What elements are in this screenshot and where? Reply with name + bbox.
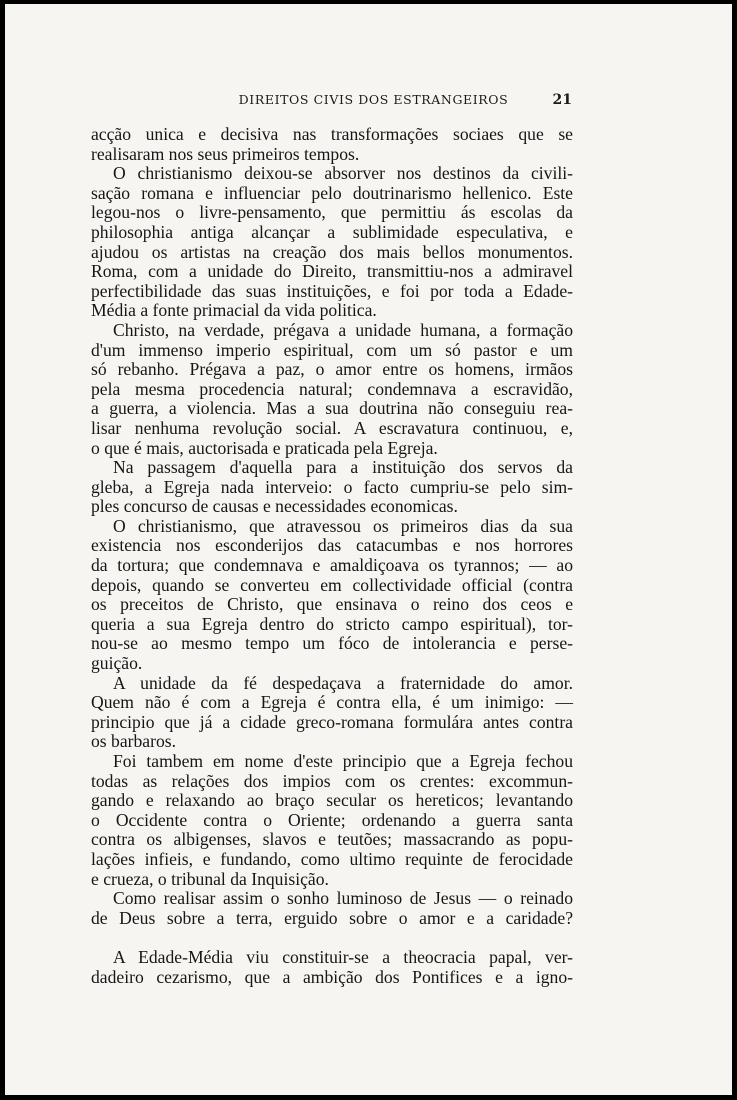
text-line: os barbaros. <box>91 731 177 752</box>
text-line: depois, quando se converteu em collectividade official (contra <box>91 574 573 595</box>
text-line: contra os albigenses, slavos e teutões; massacrando as popu- <box>91 829 573 850</box>
text-line: de Deus sobre a terra, erguido sobre o amor e a caridade? <box>91 907 573 928</box>
text-line: principio que já a cidade greco-romana formulára antes contra <box>91 711 573 732</box>
running-title: DIREITOS CIVIS DOS ESTRANGEIROS <box>238 92 509 107</box>
text-line: legou-nos o livre-pensamento, que permittiu ás escolas da <box>91 202 573 223</box>
text-line: lações infieis, e fundando, como ultimo requinte de ferocidade <box>91 848 573 869</box>
text-line: philosophia antiga alcançar a sublimidade especulativa, e <box>91 221 573 242</box>
text-line: queria a sua Egreja dentro do stricto campo espiritual), tor- <box>91 613 573 634</box>
text-line: da tortura; que condemnava e amaldiçoava os tyrannos; — ao <box>91 555 573 576</box>
text-line: guição. <box>91 653 143 674</box>
text-line: dadeiro cezarismo, que a ambição dos Pontifices e a igno- <box>91 966 573 987</box>
text-line: O christianismo, que atravessou os primeiros dias da sua <box>113 515 573 536</box>
text-line: gando e relaxando ao braço secular os hereticos; levantando <box>91 790 573 811</box>
text-line: A Edade-Média viu constituir-se a theocracia papal, ver- <box>113 947 573 968</box>
text-line: a guerra, a violencia. Mas a sua doutrina não conseguiu rea- <box>91 398 573 419</box>
text-line: os preceitos de Christo, que ensinava o reino dos ceos e <box>91 594 573 615</box>
text-line: sação romana e influenciar pelo doutrinarismo hellenico. Este <box>91 182 573 203</box>
text-line: d'um immenso imperio espiritual, com um só pastor e um <box>91 339 573 360</box>
body-text <box>91 125 573 988</box>
text-line: e crueza, o tribunal da Inquisição. <box>91 868 329 889</box>
text-line: acção unica e decisiva nas transformações sociaes que se <box>91 124 573 144</box>
text-line: O christianismo deixou-se absorver nos destinos da civili- <box>113 163 573 184</box>
text-line: existencia nos esconderijos das catacumbas e nos horrores <box>91 535 573 556</box>
running-header <box>5 90 732 110</box>
text-line: Christo, na verdade, prégava a unidade humana, a formação <box>113 319 573 340</box>
page-number: 21 <box>552 92 572 108</box>
text-line: o que é mais, auctorisada e praticada pela Egreja. <box>91 437 438 458</box>
text-line: todas as relações dos impios com os crentes: excommun- <box>91 770 573 791</box>
text-line: perfectibilidade das suas instituições, e foi por toda a Edade- <box>91 280 573 301</box>
text-line: ajudou os artistas na creação dos mais bellos monumentos. <box>91 241 573 262</box>
text-line: ples concurso de causas e necessidades economicas. <box>91 496 458 517</box>
text-line: Quem não é com a Egreja é contra ella, é um inimigo: — <box>91 692 573 713</box>
page <box>5 4 732 1095</box>
text-line: Média a fonte primacial da vida politica. <box>91 300 377 321</box>
text-line: lisar nenhuma revolução social. A escravatura continuou, e, <box>91 417 573 438</box>
text-line: nou-se ao mesmo tempo um fóco de intolerancia e perse- <box>91 633 573 654</box>
text-line: pela mesma procedencia natural; condemnava a escravidão, <box>91 378 573 399</box>
section-gap <box>91 928 573 948</box>
text-line: Roma, com a unidade do Direito, transmittiu-nos a admiravel <box>91 261 573 282</box>
text-line: o Occidente contra o Oriente; ordenando a guerra santa <box>91 809 573 830</box>
text-line: Na passagem d'aquella para a instituição dos servos da <box>113 457 573 478</box>
text-line: gleba, a Egreja nada interveio: o facto cumpriu-se pelo sim- <box>91 476 573 497</box>
text-line: Foi tambem em nome d'este principio que a Egreja fechou <box>113 751 573 771</box>
text-line: A unidade da fé despedaçava a fraternidade do amor. <box>113 672 573 693</box>
text-line: realisaram nos seus primeiros tempos. <box>91 143 360 164</box>
text-line: Como realisar assim o sonho luminoso de Jesus — o reinado <box>113 888 573 909</box>
text-line: só rebanho. Prégava a paz, o amor entre os homens, irmãos <box>91 359 573 380</box>
